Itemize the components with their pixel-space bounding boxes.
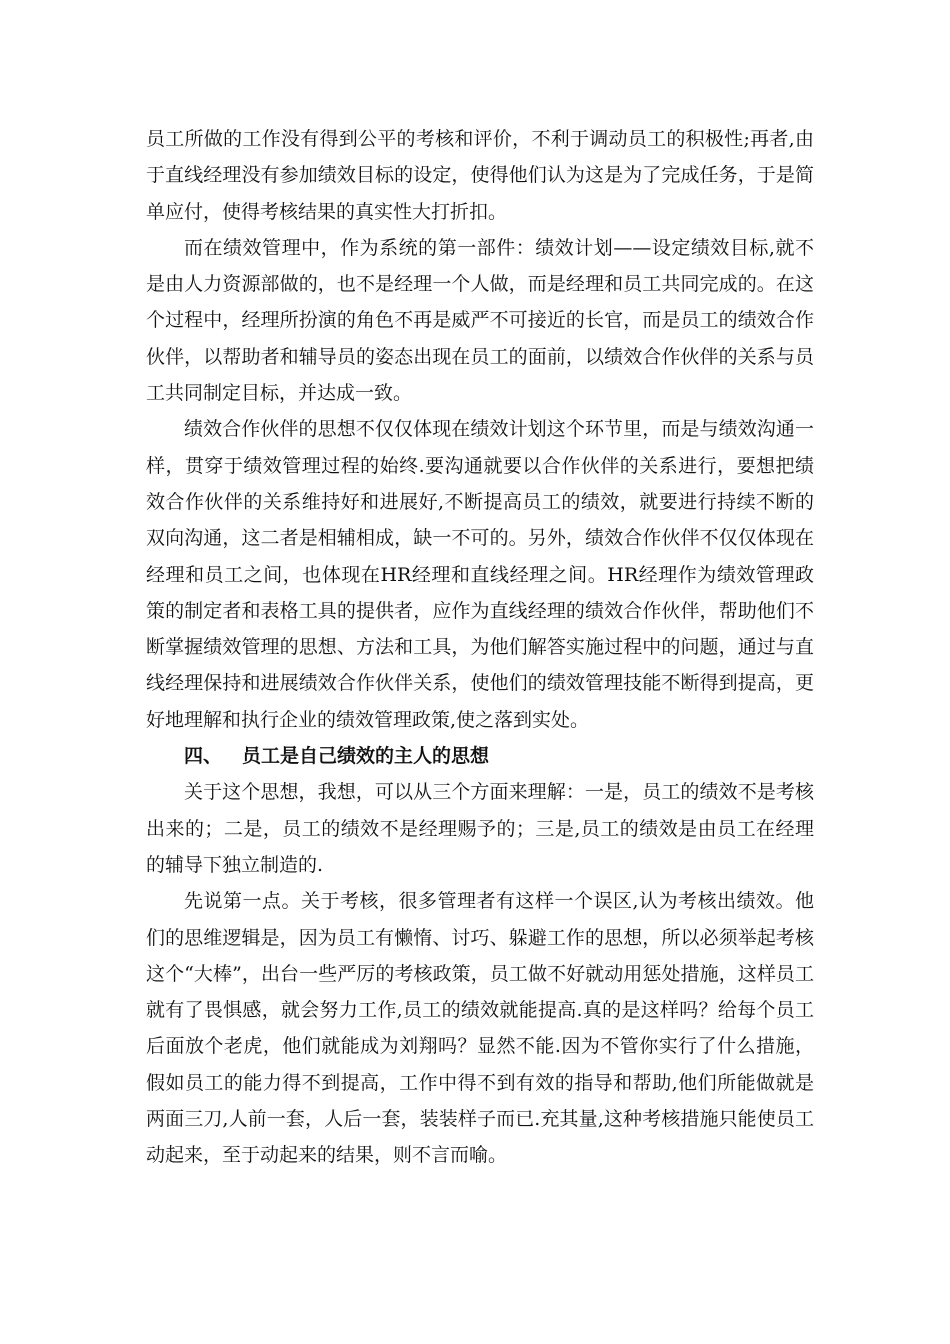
section-heading [146,738,814,774]
document-body [146,121,814,1174]
section-number: 四、 [184,745,223,768]
paragraph-performance-partnership: 绩效合作伙伴的思想不仅仅体现在绩效计划这个环节里，而是与绩效沟通一样，贯穿于绩效管理过程的始终.要沟通就要以合作伙伴的关系进行，要想把绩效合作伙伴的关系维持好和进展好,不断提高员工的绩效，就要进行持续不断的双向沟通，这二者是相辅相成，缺一不可的。另外，绩效合作伙伴不仅仅体现在经理和员工之间，也体现在HR经理和直线经理之间。HR经理作为绩效管理政策的制定者和表格工具的提供者，应作为直线经理的绩效合作伙伴，帮助他们不断掌握绩效管理的思想、方法和工具，为他们解答实施过程中的问题，通过与直线经理保持和进展绩效合作伙伴关系，使他们的绩效管理技能不断得到提高，更好地理解和执行企业的绩效管理政策,使之落到实处。 [146,418,814,731]
paragraph-first-point: 先说第一点。关于考核，很多管理者有这样一个误区,认为考核出绩效。他们的思维逻辑是，因为员工有懒惰、讨巧、躲避工作的思想，所以必须举起考核这个“大棒”，出台一些严厉的考核政策，员工做不好就动用惩处措施，这样员工就有了畏惧感，就会努力工作,员工的绩效就能提高.真的是这样吗？给每个员工后面放个老虎，他们就能成为刘翔吗？显然不能.因为不管你实行了什么措施，假如员工的能力得不到提高，工作中得不到有效的指导和帮助,他们所能做就是两面三刀,人前一套，人后一套，装装样子而已.充其量,这种考核措施只能使员工动起来，至于动起来的结果，则不言而喻。 [146,890,814,1167]
section-title: 员工是自己绩效的主人的思想 [242,745,490,768]
paragraph-performance-planning: 而在绩效管理中，作为系统的第一部件：绩效计划——设定绩效目标,就不是由人力资源部做的，也不是经理一个人做，而是经理和员工共同完成的。在这个过程中，经理所扮演的角色不再是威严不可接近的长官，而是员工的绩效合作伙伴，以帮助者和辅导员的姿态出现在员工的面前，以绩效合作伙伴的关系与员工共同制定目标，并达成一致。 [146,236,814,405]
paragraph-continuation: 员工所做的工作没有得到公平的考核和评价，不利于调动员工的积极性;再者,由于直线经理没有参加绩效目标的设定，使得他们认为这是为了完成任务，于是简单应付，使得考核结果的真实性大打折扣。 [146,128,814,223]
paragraph-three-aspects: 关于这个思想，我想，可以从三个方面来理解：一是，员工的绩效不是考核出来的；二是，员工的绩效不是经理赐予的；三是,员工的绩效是由员工在经理的辅导下独立制造的. [146,781,814,876]
